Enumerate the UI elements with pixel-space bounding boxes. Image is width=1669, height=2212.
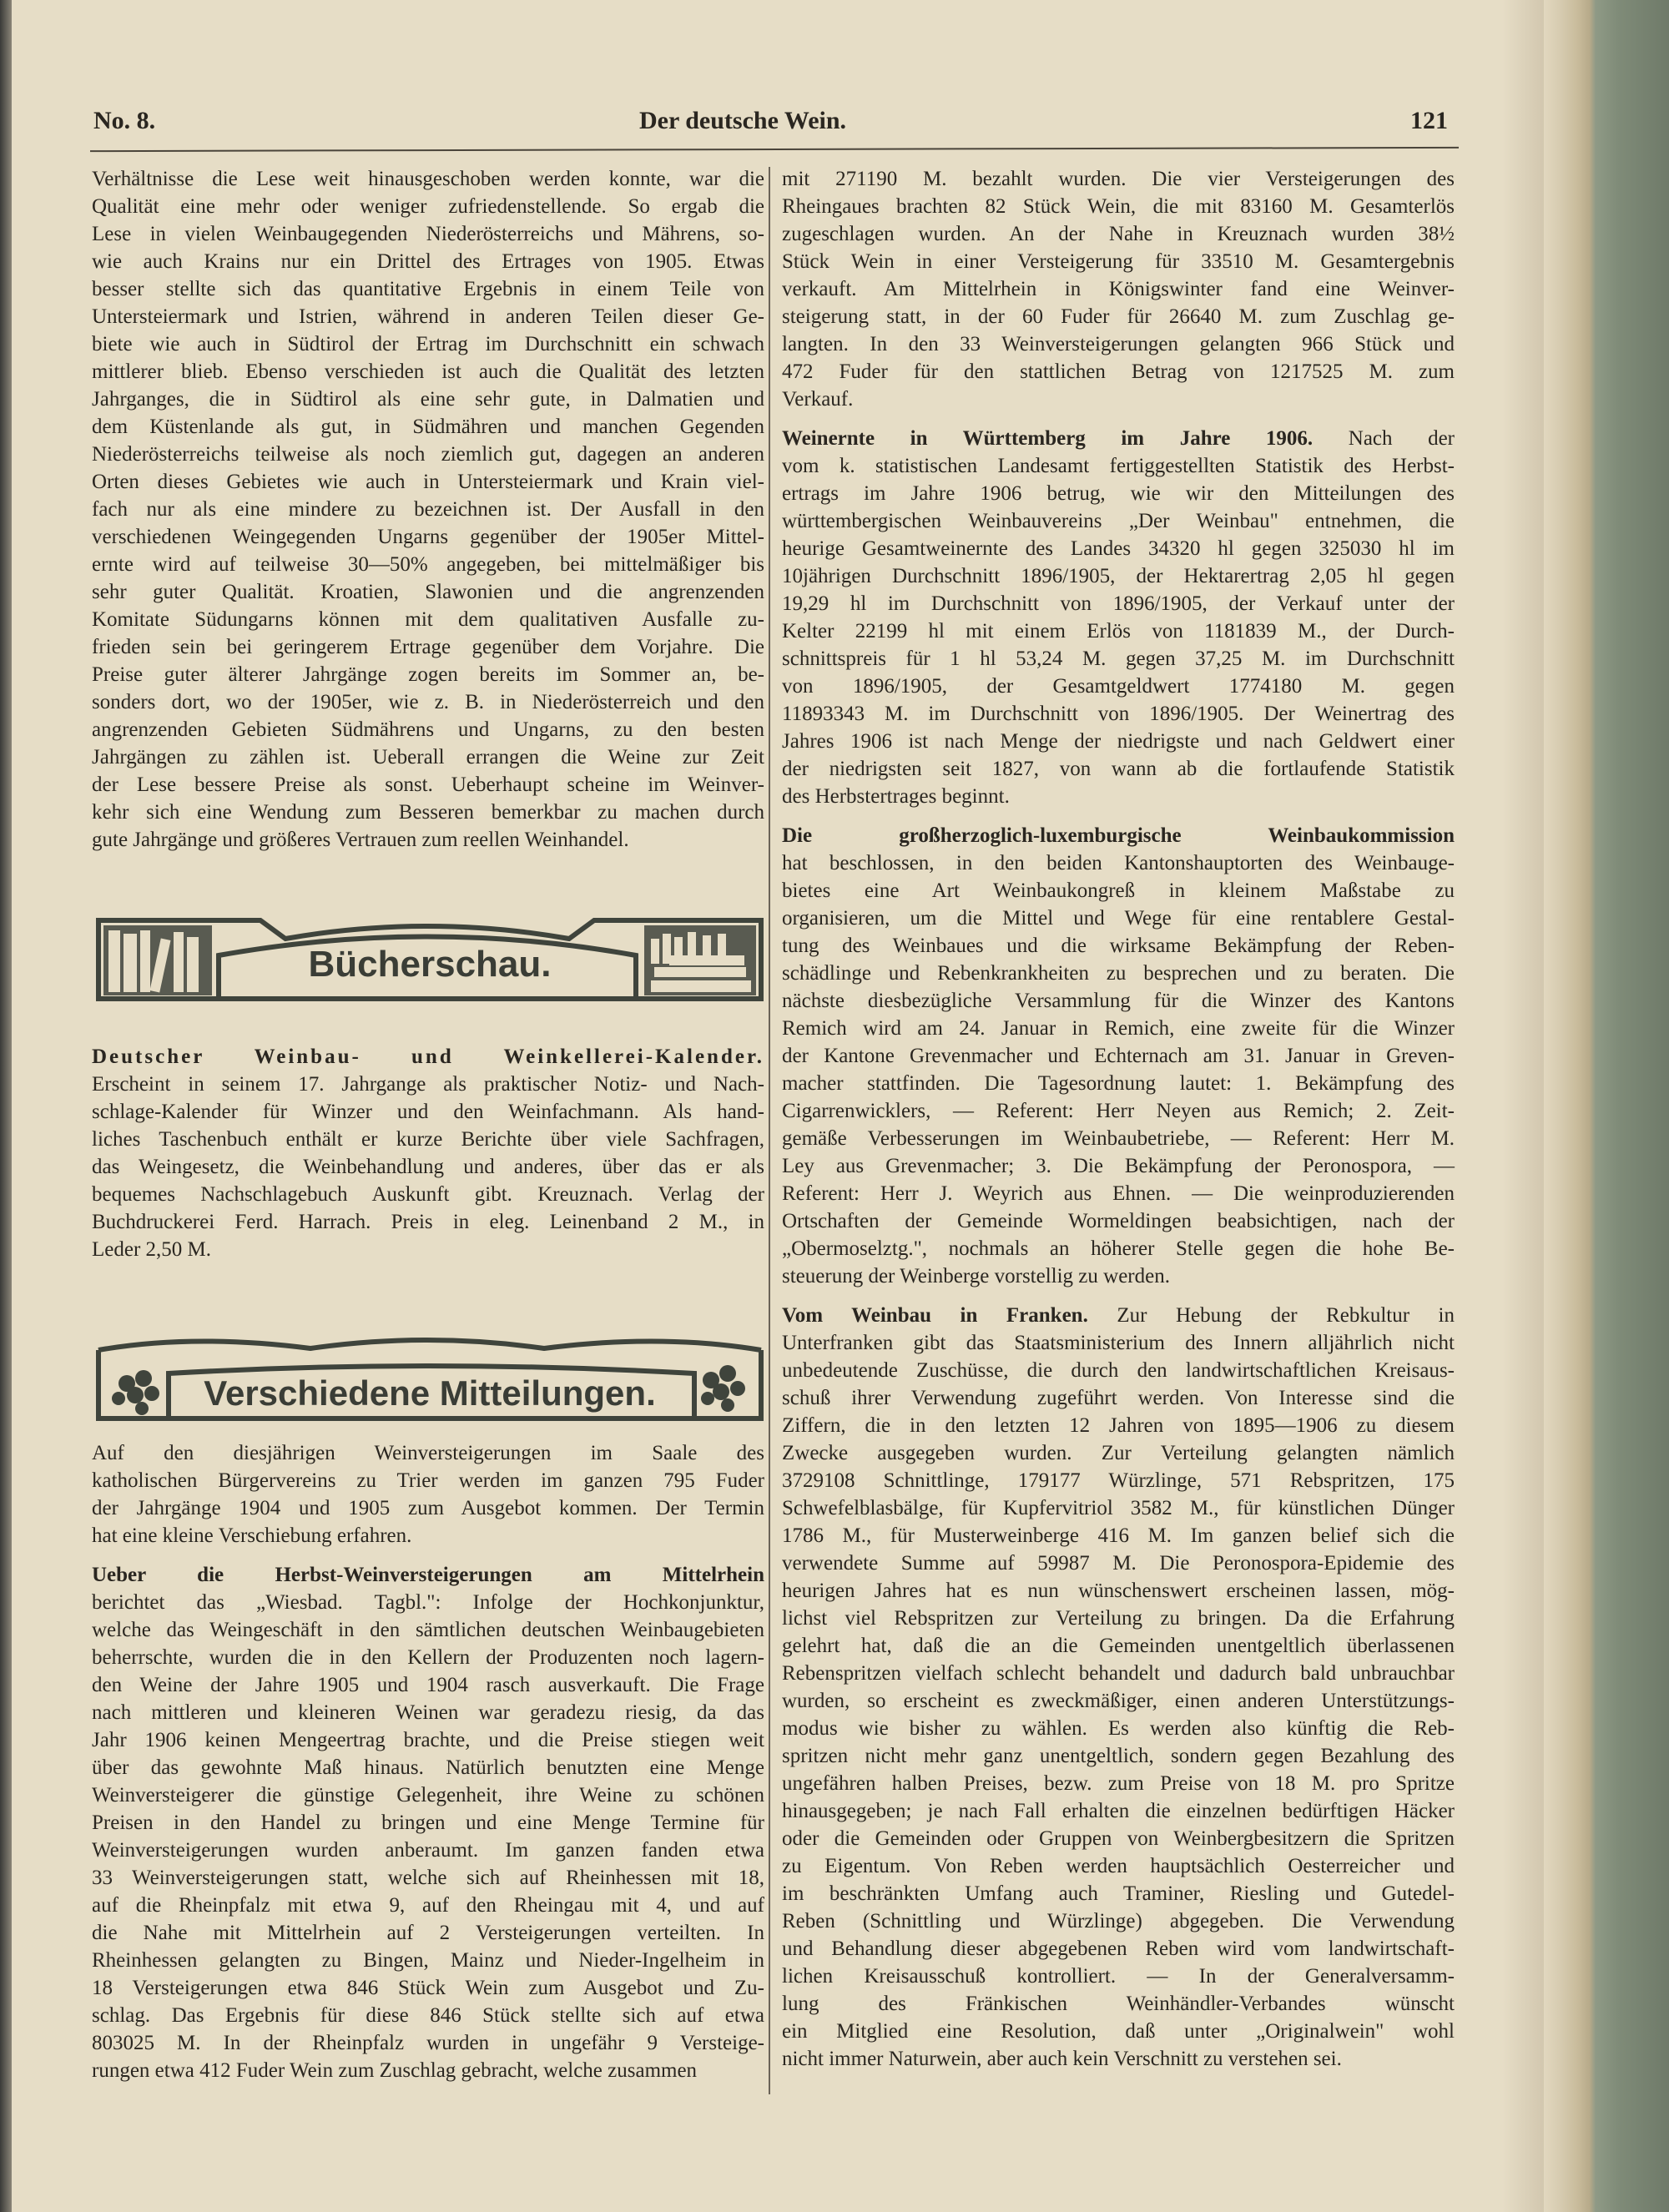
article-paragraph <box>92 1561 764 2084</box>
scan-left-edge <box>0 0 12 2212</box>
text-line: Preisen in den Handel zu bringen und eine Menge Termine für <box>92 1811 764 1834</box>
text-line: der niedrigsten seit 1827, von wann ab die fortlaufende Statistik <box>782 758 1455 780</box>
text-line: nächste diesbezügliche Versammlung für die Winzer des Kantons <box>782 990 1455 1012</box>
text-line: spritzen nicht mehr ganz unentgeltlich, sondern gegen Bezahlung des <box>782 1745 1455 1767</box>
text-line: Ley aus Grevenmacher; 3. Die Bekämpfung der Peronospora, — <box>782 1155 1455 1177</box>
text-line: Untersteiermark und Istrien, während in anderen Teilen dieser Ge- <box>92 305 764 328</box>
text-line: das Weingesetz, die Weinbehandlung und anderes, über das er als <box>92 1156 764 1178</box>
article-paragraph <box>782 165 1455 413</box>
text-line: der Jahrgänge 1904 und 1905 zum Ausgebot kommen. Der Termin <box>92 1497 764 1519</box>
text-line: schlag. Das Ergebnis für diese 846 Stück stellte sich auf etwa <box>92 2004 764 2027</box>
text-line: oder die Gemeinden oder Gruppen von Weinbergbesitzern die Spritzen <box>782 1827 1455 1850</box>
paragraph-lead: Die großherzoglich-luxemburgische Weinbaukommission <box>782 824 1455 847</box>
text-line: steigerung statt, in der 60 Fuder für 26640 M. zum Zuschlag ge- <box>782 305 1455 328</box>
page-number: 121 <box>1410 107 1448 134</box>
text-line: Jahrgängen zu zählen ist. Ueberall errangen die Weine zur Zeit <box>92 746 764 768</box>
text-line: angrenzenden Gebieten Südmährens und Ungarns, zu den besten <box>92 718 764 741</box>
text-line: 10jährigen Durchschnitt 1896/1905, der Hektarertrag 2,05 hl gegen <box>782 565 1455 587</box>
text-line: wurden, so erscheint es zweckmäßiger, einen anderen Unterstützungs- <box>782 1690 1455 1712</box>
left-column-books <box>92 1043 764 1275</box>
text-line: den Weine der Jahre 1905 und 1904 rasch ausverkauft. Die Frage <box>92 1674 764 1696</box>
text-line: tung des Weinbaues und die wirksame Bekämpfung der Reben- <box>782 935 1455 957</box>
text-line: Unterfranken gibt das Staatsministerium des Innern alljährlich nicht <box>782 1332 1455 1354</box>
article-paragraph <box>92 1043 764 1263</box>
text-line: die Nahe mit Mittelrhein auf 2 Versteigerungen verteilten. In <box>92 1922 764 1944</box>
text-line: hat beschlossen, in den beiden Kantonshauptorten des Weinbauge- <box>782 852 1455 874</box>
text-line: Cigarrenwicklers, — Referent: Herr Neyen aus Remich; 2. Zeit- <box>782 1100 1455 1122</box>
text-line: 1786 M., für Musterweinberge 416 M. Im ganzen belief sich die <box>782 1524 1455 1547</box>
page-shade <box>1502 0 1544 2212</box>
text-line <box>782 822 1455 849</box>
text-line: Qualität eine mehr oder weniger zufriedenstellende. So ergab die <box>92 195 764 218</box>
text-line: heurigen Jahres hat es nun wünschenswert erscheinen lassen, mög- <box>782 1580 1455 1602</box>
text-line: unbedeutende Zuschüsse, die durch den landwirtschaftlichen Kreisaus- <box>782 1359 1455 1382</box>
text-line: schnittspreis für 1 hl 53,24 M. gegen 37,25 M. im Durchschnitt <box>782 647 1455 670</box>
text-line: wie auch Krains nur ein Drittel des Ertrages von 1905. Etwas <box>92 250 764 273</box>
text-line: biete wie auch in Südtirol der Ertrag im Durchschnitt ein schwach <box>92 333 764 355</box>
text-line: über das gewohnte Maß hinaus. Natürlich benutzten eine Menge <box>92 1756 764 1779</box>
article-paragraph <box>782 425 1455 810</box>
text-line: hinausgegeben; je nach Fall erhalten die einzelnen bedürftigen Häcker <box>782 1800 1455 1822</box>
text-line: schlage-Kalender für Winzer und den Weinfachmann. Als hand- <box>92 1101 764 1123</box>
text-line: Buchdruckerei Ferd. Harrach. Preis in eleg. Leinenband 2 M., in <box>92 1211 764 1233</box>
text-line: verschiedenen Weingegenden Ungarns gegenüber der 1905er Mittel- <box>92 526 764 548</box>
text-line: rungen etwa 412 Fuder Wein zum Zuschlag gebracht, welche zusammen <box>92 2059 698 2082</box>
text-line: organisieren, um die Mittel und Wege für eine rentablere Gestal- <box>782 907 1455 930</box>
text-line: katholischen Bürgervereins zu Trier werden im ganzen 795 Fuder <box>92 1469 764 1492</box>
paragraph-lead-rest: Nach der <box>1348 427 1455 450</box>
text-line: frieden sein bei geringerem Ertrage gegenüber dem Vorjahre. Die <box>92 636 764 658</box>
text-line: zu Eigentum. Von Reben werden hauptsächlich Oesterreicher und <box>782 1855 1455 1877</box>
article-paragraph <box>782 1302 1455 2073</box>
text-line: im beschränkten Umfang auch Traminer, Riesling und Gutedel- <box>782 1882 1455 1905</box>
text-line: welche das Weingeschäft in den sämtlichen deutschen Weinbaugebieten <box>92 1619 764 1641</box>
paragraph-lead: Ueber die Herbst-Weinversteigerungen am Mittelrhein <box>92 1564 764 1586</box>
misc-section-title: Verschiedene Mitteilungen. <box>204 1373 656 1413</box>
text-line: beherrschte, wurden die in den Kellern der Produzenten noch lagern- <box>92 1646 764 1669</box>
paragraph-lead-rest: Zur Hebung der Rebkultur in <box>1117 1304 1455 1327</box>
text-line <box>782 425 1455 452</box>
left-column-misc <box>92 1439 764 2096</box>
text-line: steuerung der Weinberge vorstellig zu werden. <box>782 1265 1170 1287</box>
text-line: hat eine kleine Verschiebung erfahren. <box>92 1524 412 1547</box>
text-line: gemäße Verbesserungen im Weinbaubetriebe, — Referent: Herr M. <box>782 1127 1455 1150</box>
text-line: württembergischen Weinbauvereins „Der Weinbau" entnehmen, die <box>782 510 1455 532</box>
text-line: 3729108 Schnittlinge, 179177 Würzlinge, 571 Rebspritzen, 175 <box>782 1469 1455 1492</box>
text-line: 18 Versteigerungen etwa 846 Stück Wein zum Ausgebot und Zu- <box>92 1977 764 1999</box>
text-line: ungefähren halben Preises, bezw. zum Preise von 18 M. pro Spritze <box>782 1772 1455 1795</box>
text-line: fach nur als eine mindere zu bezeichnen ist. Der Ausfall in den <box>92 498 764 521</box>
text-line: Auf den diesjährigen Weinversteigerungen im Saale des <box>92 1442 764 1464</box>
text-line: Orten dieses Gebietes wie auch in Untersteiermark und Krain viel- <box>92 471 764 493</box>
text-line: Ortschaften der Gemeinde Wormeldingen beabsichtigen, nach der <box>782 1210 1455 1232</box>
text-line: sehr guter Qualität. Kroatien, Slawonien und die angrenzenden <box>92 581 764 603</box>
text-line: heurige Gesamtweinernte des Landes 34320 hl gegen 325030 hl im <box>782 537 1455 560</box>
text-line: Kelter 22199 hl mit einem Erlös von 1181839 M., der Durch- <box>782 620 1455 642</box>
text-line: langten. In den 33 Weinversteigerungen gelangten 966 Stück und <box>782 333 1455 355</box>
text-line: Verkauf. <box>782 388 854 411</box>
text-line: Erscheint in seinem 17. Jahrgange als praktischer Notiz- und Nach- <box>92 1073 764 1096</box>
paragraph-lead: Vom Weinbau in Franken. <box>782 1304 1088 1327</box>
text-line: mittlerer blieb. Ebenso verschieden ist auch die Qualität des letzten <box>92 360 764 383</box>
text-line <box>92 1561 764 1589</box>
text-line: ernte wird auf teilweise 30—50% angegeben, bei mittelmäßiger bis <box>92 553 764 576</box>
text-line: zugeschlagen wurden. An der Nahe in Kreuznach wurden 38½ <box>782 223 1455 245</box>
text-line: Niederösterreichs teilweise als noch ziemlich gut, dagegen an anderen <box>92 443 764 466</box>
text-line: Remich wird am 24. Januar in Remich, eine zweite für die Winzer <box>782 1017 1455 1040</box>
text-line: gute Jahrgänge und größeres Vertrauen zum reellen Weinhandel. <box>92 829 629 851</box>
article-paragraph <box>92 165 764 854</box>
issue-number: No. 8. <box>93 107 156 134</box>
article-paragraph <box>92 1439 764 1549</box>
text-line: Referent: Herr J. Weyrich aus Ehnen. — Die weinproduzierenden <box>782 1182 1455 1205</box>
text-line: vom k. statistischen Landesamt fertiggestellten Statistik des Herbst- <box>782 455 1455 477</box>
text-line: besser stellte sich das quantitative Ergebnis in einem Teile von <box>92 278 764 300</box>
book-binding-edge <box>1544 0 1669 2212</box>
text-line: der Kantone Grevenmacher und Echternach am 31. Januar in Greven- <box>782 1045 1455 1067</box>
text-line: und Behandlung dieser abgegebenen Reben wird vom landwirtschaft- <box>782 1937 1455 1960</box>
text-line: Ziffern, die in den letzten 12 Jahren von 1895—1906 zu diesem <box>782 1414 1455 1437</box>
text-line: gelehrt hat, daß die an die Gemeinden unentgeltlich überlassenen <box>782 1635 1455 1657</box>
text-line: Lese in vielen Weinbaugegenden Niederösterreichs und Mährens, so- <box>92 223 764 245</box>
text-line: 33 Weinversteigerungen statt, welche sich auf Rheinhessen mit 18, <box>92 1867 764 1889</box>
text-line: Leder 2,50 M. <box>92 1238 212 1261</box>
text-line: verkauft. Am Mittelrhein in Königswinter fand eine Weinver- <box>782 278 1455 300</box>
text-line: mit 271190 M. bezahlt wurden. Die vier Versteigerungen des <box>782 168 1455 190</box>
text-line: Jahres 1906 ist nach Menge der niedrigste und nach Geldwert einer <box>782 730 1455 753</box>
text-line: bietes eine Art Weinbaukongreß in kleinem Maßstabe zu <box>782 879 1455 902</box>
text-line: schädlinge und Rebenkrankheiten zu besprechen und zu beraten. Die <box>782 962 1455 985</box>
text-line: Verhältnisse die Lese weit hinausgeschoben werden konnte, war die <box>92 168 764 190</box>
header-rule <box>90 147 1459 152</box>
text-line: „Obermoselztg.", nochmals an höherer Stelle gegen die hohe Be- <box>782 1237 1455 1260</box>
text-line: ein Mitglied eine Resolution, daß unter „Originalwein" wohl <box>782 2020 1455 2043</box>
text-line: Weinversteigerungen wurden anberaumt. Im ganzen fanden etwa <box>92 1839 764 1862</box>
text-line: Komitate Südungarns können mit dem qualitativen Ausfalle zu- <box>92 608 764 631</box>
text-line: lung des Fränkischen Weinhändler-Verbandes wünscht <box>782 1993 1455 2015</box>
text-line: Stück Wein in einer Versteigerung für 33510 M. Gesamtergebnis <box>782 250 1455 273</box>
books-banner <box>93 914 766 1005</box>
text-line: lichen Kreisausschuß kontrolliert. — In der Generalversamm- <box>782 1965 1455 1988</box>
left-column-top <box>92 165 764 865</box>
books-section-title: Bücherschau. <box>308 944 552 985</box>
text-line: Preise guter älterer Jahrgänge zogen bereits im Sommer an, be- <box>92 663 764 686</box>
right-column <box>782 165 1455 2084</box>
text-line: 803025 M. In der Rheinpfalz wurden in ungefähr 9 Versteige- <box>92 2032 764 2054</box>
text-line: nach mittleren und kleineren Weinen war geradezu riesig, da das <box>92 1701 764 1724</box>
text-line: liches Taschenbuch enthält er kurze Berichte über viele Sachfragen, <box>92 1128 764 1151</box>
text-line: Reben (Schnittling und Würzlinge) abgegeben. Die Verwendung <box>782 1910 1455 1932</box>
text-line: dem Küstenlande als gut, in Südmähren und manchen Gegenden <box>92 416 764 438</box>
text-line: ertrags im Jahre 1906 betrug, wie wir den Mitteilungen des <box>782 482 1455 505</box>
text-line: 19,29 hl im Durchschnitt von 1896/1905, der Verkauf unter der <box>782 592 1455 615</box>
paragraph-lead: Weinernte in Württemberg im Jahre 1906. <box>782 427 1314 450</box>
text-line: berichtet das „Wiesbad. Tagbl.": Infolge der Hochkonjunktur, <box>92 1591 764 1614</box>
column-divider <box>769 167 770 2094</box>
text-line: lichst viel Rebspritzen zur Verteilung zu bringen. Da die Erfahrung <box>782 1607 1455 1630</box>
newspaper-title: Der deutsche Wein. <box>638 107 847 134</box>
text-line: sonders dort, wo der 1905er, wie z. B. in Niederösterreich und den <box>92 691 764 713</box>
text-line <box>92 1043 764 1071</box>
text-line: Schwefelblasbälge, für Kupfervitriol 3582 M., für künstlichen Dünger <box>782 1497 1455 1519</box>
text-line: Zwecke ausgegeben wurden. Zur Verteilung gelangten nämlich <box>782 1442 1455 1464</box>
text-line: modus wie bisher zu wählen. Es werden also künftig die Reb- <box>782 1717 1455 1740</box>
text-line: Jahrganges, die in Südtirol als eine sehr gute, in Dalmatien und <box>92 388 764 411</box>
text-line: Jahr 1906 keinen Mengeertrag brachte, und die Preise stiegen weit <box>92 1729 764 1751</box>
text-line: nicht immer Naturwein, aber auch kein Verschnitt zu verstehen sei. <box>782 2048 1342 2070</box>
text-line: schuß ihrer Verwendung zugeführt werden. Von Interesse sind die <box>782 1387 1455 1409</box>
text-line: 472 Fuder für den stattlichen Betrag von 1217525 M. zum <box>782 360 1455 383</box>
text-line: verwendete Summe auf 59987 M. Die Peronospora-Epidemie des <box>782 1552 1455 1575</box>
text-line: kehr sich eine Wendung zum Besseren bemerkbar zu machen durch <box>92 801 764 824</box>
text-line: 11893343 M. im Durchschnitt von 1896/1905. Der Weinertrag des <box>782 703 1455 725</box>
text-line: auf die Rheinpfalz mit etwa 9, auf den Rheingau mit 4, und auf <box>92 1894 764 1917</box>
text-line: der Lese bessere Preise als sonst. Ueberhaupt scheine im Weinver- <box>92 773 764 796</box>
paragraph-lead: Deutscher Weinbau- und Weinkellerei-Kalender. <box>92 1046 764 1068</box>
text-line <box>782 1302 1455 1329</box>
text-line: von 1896/1905, der Gesamtgeldwert 1774180 M. gegen <box>782 675 1455 698</box>
misc-banner <box>93 1325 766 1427</box>
text-line: Rheingaues brachten 82 Stück Wein, die mit 83160 M. Gesamterlös <box>782 195 1455 218</box>
text-line: Weinversteigerer die günstige Gelegenheit, ihre Weine zu schönen <box>92 1784 764 1806</box>
text-line: Rheinhessen gelangten zu Bingen, Mainz und Nieder-Ingelheim in <box>92 1949 764 1972</box>
text-line: Rebenspritzen vielfach schlecht behandelt und dadurch bald unbrauchbar <box>782 1662 1455 1685</box>
article-paragraph <box>782 822 1455 1290</box>
text-line: des Herbstertrages beginnt. <box>782 785 1010 808</box>
text-line: macher stattfinden. Die Tagesordnung lautet: 1. Bekämpfung des <box>782 1072 1455 1095</box>
text-line: bequemes Nachschlagebuch Auskunft gibt. Kreuznach. Verlag der <box>92 1183 764 1206</box>
